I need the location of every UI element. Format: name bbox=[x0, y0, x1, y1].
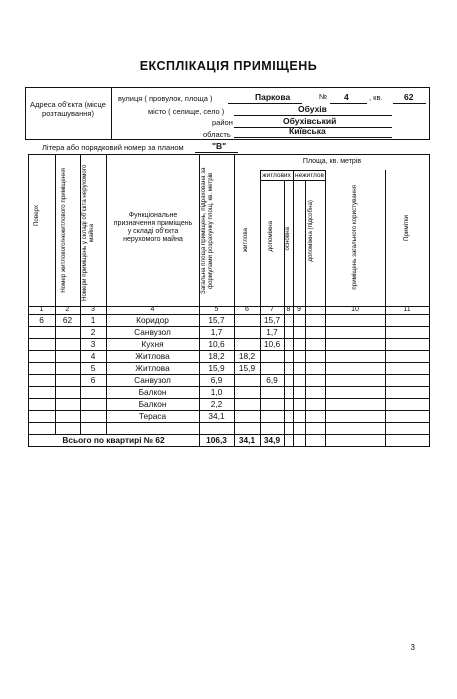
header-nonres-main: основна bbox=[284, 227, 291, 251]
district-value: Обухівський bbox=[283, 116, 337, 126]
row4-res-aux bbox=[260, 351, 284, 362]
header-common-use: приміщень загального користування bbox=[351, 185, 358, 290]
row3-total: 10,6 bbox=[208, 339, 225, 349]
region-underline bbox=[234, 137, 392, 138]
row8-total: 2,2 bbox=[210, 399, 223, 409]
row8-name: Балкон bbox=[138, 399, 167, 409]
address-frame-divider bbox=[111, 87, 112, 140]
row4-total: 18,2 bbox=[208, 351, 225, 361]
header-unit-no: Номер житлового/нежитлового приміщення bbox=[60, 168, 67, 293]
header-nonres-aux: допоміжна (підсобна) bbox=[307, 200, 314, 262]
row6-name: Санвузол bbox=[134, 375, 171, 385]
apartment-value: 62 bbox=[404, 92, 414, 102]
header-non-residential: нежитлов bbox=[295, 172, 324, 179]
row3-res-aux: 10,6 bbox=[263, 339, 281, 349]
row1-res-aux: 15,7 bbox=[263, 315, 281, 325]
litera-underline bbox=[195, 152, 238, 153]
col-line-12 bbox=[429, 154, 430, 446]
row5-room: 5 bbox=[90, 363, 96, 373]
litera-caption: Літера або порядковий номер за планом bbox=[42, 143, 184, 152]
street-value: Паркова bbox=[255, 92, 291, 102]
row4-res-main: 18,2 bbox=[238, 351, 256, 361]
header-floor: Поверх bbox=[33, 205, 40, 227]
row2-total: 1,7 bbox=[210, 327, 223, 337]
total-row-total: 106,3 bbox=[206, 435, 227, 445]
header-res-aux: допоміжна bbox=[267, 221, 274, 252]
district-caption: район bbox=[212, 118, 233, 127]
apartment-underline bbox=[393, 103, 426, 104]
street-underline bbox=[228, 103, 302, 104]
row1-room: 1 bbox=[90, 315, 96, 325]
region-value: Київська bbox=[289, 126, 326, 136]
header-purpose: Функціональне призначення приміщень у складі об'єкта нерухомого майна bbox=[113, 212, 193, 244]
col-num-6: 6 bbox=[245, 306, 249, 313]
row6-res-aux: 6,9 bbox=[266, 375, 278, 385]
row7-total: 1,0 bbox=[210, 387, 223, 397]
col-num-1: 1 bbox=[39, 306, 44, 313]
house-no-value: 4 bbox=[344, 92, 349, 102]
col-line-1 bbox=[55, 154, 56, 434]
table-bottom bbox=[28, 446, 430, 447]
col-num-11: 11 bbox=[403, 306, 411, 313]
col-num-5: 5 bbox=[214, 306, 219, 313]
col-num-4: 4 bbox=[150, 306, 155, 313]
col-line-0 bbox=[28, 154, 29, 446]
total-row-res-aux: 34,9 bbox=[263, 435, 281, 445]
row9-total: 34,1 bbox=[208, 411, 225, 421]
city-caption: місто ( селище, село ) bbox=[148, 107, 225, 116]
header-total-area: Загальна площа приміщень, підрахована за формулами розрахунку площ, кв. метрів bbox=[200, 167, 214, 295]
col-num-10: 10 bbox=[351, 306, 359, 313]
litera-value: "В" bbox=[212, 141, 227, 151]
row3-room: 3 bbox=[90, 339, 96, 349]
row1-name: Коридор bbox=[136, 315, 169, 325]
row5-res-main: 15,9 bbox=[238, 363, 256, 373]
row1-unit: 62 bbox=[62, 315, 73, 325]
house-no-underline bbox=[330, 103, 367, 104]
row2-res-aux: 1,7 bbox=[266, 327, 278, 337]
header-res-main: житлова bbox=[242, 228, 249, 253]
row4-name: Житлова bbox=[135, 351, 170, 361]
address-frame-right bbox=[429, 87, 430, 140]
row1-floor: 6 bbox=[39, 315, 44, 325]
document-title: ЕКСПЛІКАЦІЯ ПРИМІЩЕНЬ bbox=[139, 59, 318, 73]
total-row-res-main: 34,1 bbox=[238, 435, 256, 445]
row1-res-main bbox=[234, 315, 260, 326]
header-residential: житлових bbox=[262, 172, 291, 179]
row5-res-aux bbox=[260, 363, 284, 374]
col-num-3: 3 bbox=[91, 306, 95, 313]
row-line-9 bbox=[28, 422, 430, 423]
address-frame-left bbox=[25, 87, 26, 140]
street-caption: вулиця ( провулок, площа ) bbox=[118, 94, 213, 103]
col-num-8: 8 bbox=[286, 306, 291, 313]
row6-total: 6,9 bbox=[210, 375, 223, 385]
row5-total: 15,9 bbox=[208, 363, 225, 373]
col-num-9: 9 bbox=[297, 306, 301, 313]
col-line-7 bbox=[284, 180, 285, 446]
row1-total: 15,7 bbox=[208, 315, 225, 325]
region-caption: область bbox=[203, 130, 231, 139]
row7-name: Балкон bbox=[138, 387, 167, 397]
row2-name: Санвузол bbox=[134, 327, 171, 337]
address-frame-bottom bbox=[25, 139, 430, 140]
house-no-caption: № bbox=[319, 92, 328, 101]
col-line-5 bbox=[234, 154, 235, 446]
header-notes: Примітки bbox=[403, 215, 410, 241]
row2-room: 2 bbox=[90, 327, 96, 337]
col-num-2: 2 bbox=[65, 306, 70, 313]
header-room-no: Номери приміщень у складі об'єкта нерухомого майна bbox=[81, 164, 95, 302]
table-top bbox=[28, 154, 430, 155]
apartment-caption: , кв. bbox=[369, 93, 383, 102]
row3-name: Кухня bbox=[141, 339, 164, 349]
row2-res-main bbox=[234, 327, 260, 338]
row6-room: 6 bbox=[90, 375, 96, 385]
address-frame-top bbox=[25, 87, 430, 88]
row3-res-main bbox=[234, 339, 260, 350]
city-value: Обухів bbox=[298, 104, 327, 114]
row9-name: Тераса bbox=[138, 411, 167, 421]
address-label: Адреса об'єкта (місце розташування) bbox=[30, 100, 106, 118]
col-num-7: 7 bbox=[270, 306, 274, 313]
col-line-9 bbox=[305, 180, 306, 446]
page-number: 3 bbox=[410, 643, 415, 652]
header-area-group: Площа, кв. метрів bbox=[302, 158, 362, 165]
row6-res-main bbox=[234, 375, 260, 386]
row5-name: Житлова bbox=[135, 363, 170, 373]
total-row-label: Всього по квартирі № 62 bbox=[62, 435, 165, 445]
row4-room: 4 bbox=[90, 351, 96, 361]
